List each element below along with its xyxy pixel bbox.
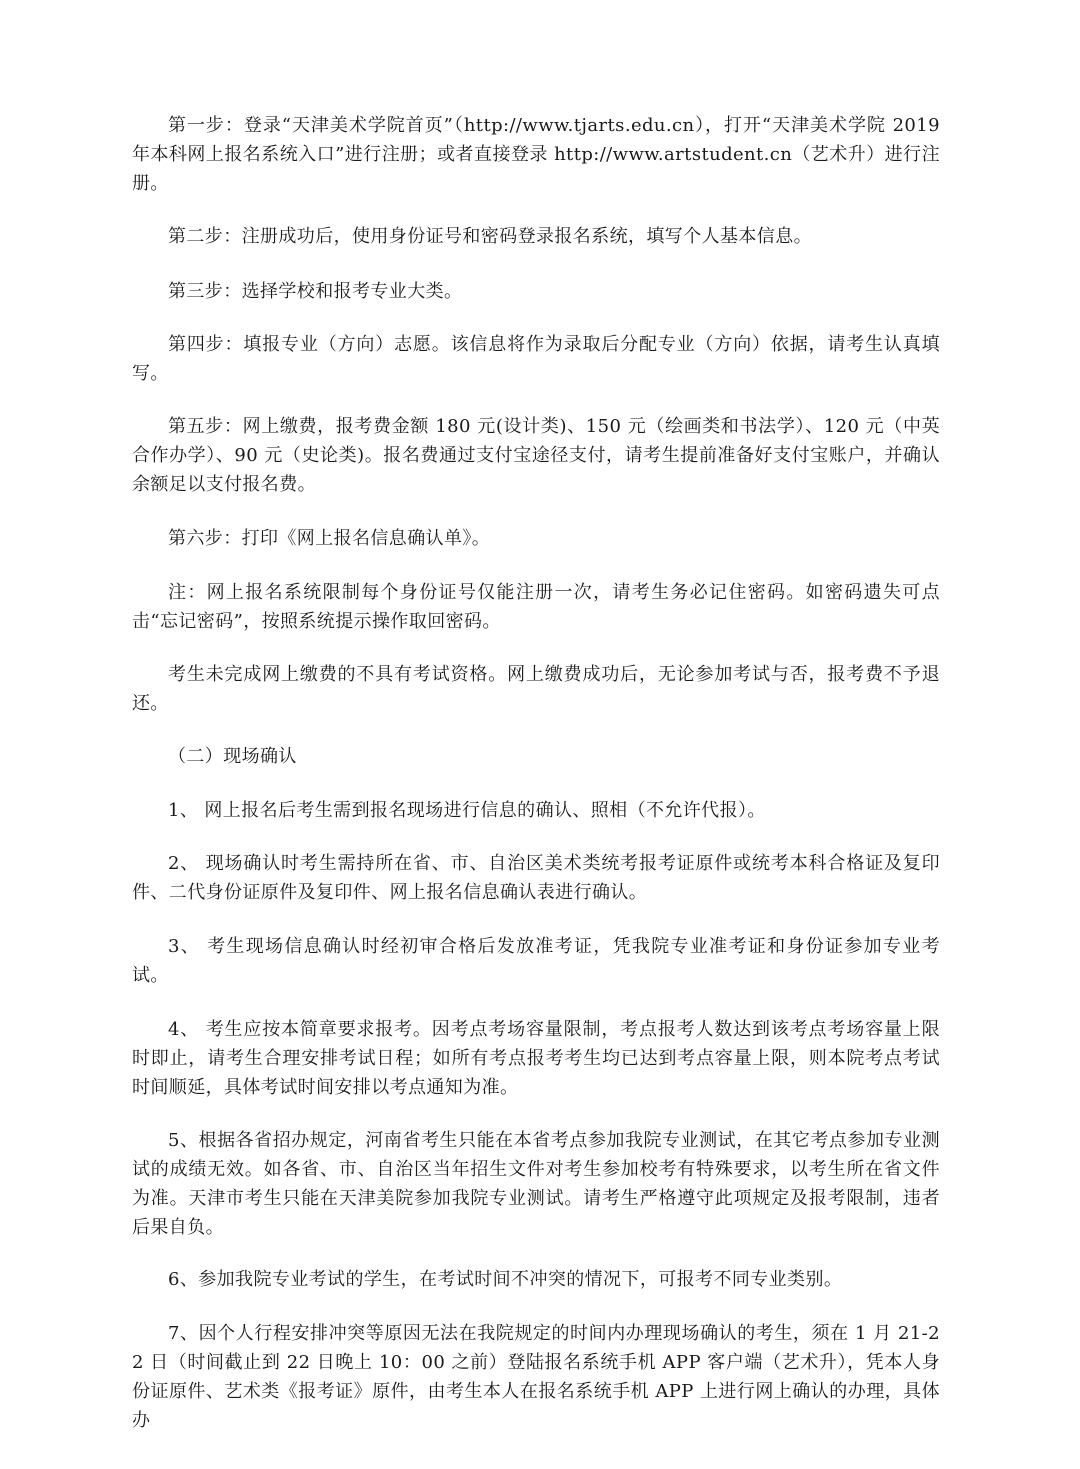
item-6-paragraph: 6、参加我院专业考试的学生，在考试时间不冲突的情况下，可报考不同专业类别。	[168, 1269, 843, 1290]
item-5-paragraph: 5、根据各省招办规定，河南省考生只能在本省考点参加我院专业测试，在其它考点参加专业测试的成绩无效。如各省、市、自治区当年招生文件对考生参加校考有特殊要求，以考生所在省文件为准。天津市考生只能在天津美院参加我院专业测试。请考生严格遵守此项规定及报考限制，违者后果自负。	[132, 1130, 940, 1238]
item-7-paragraph: 7、因个人行程安排冲突等原因无法在我院规定的时间内办理现场确认的考生，须在 1 月 21-22 日（时间截止到 22 日晚上 10：00 之前）登陆报名系统手机 APP 客户端（艺术升），凭本人身份证原件、艺术类《报考证》原件，由考生本人在报名系统手机 APP 上进行网上确认的办理，具体办	[132, 1323, 940, 1431]
step-5-paragraph: 第五步：网上缴费，报考费金额 180 元(设计类)、150 元（绘画类和书法学）、120 元（中英合作办学）、90 元（史论类)。报名费通过支付宝途径支付，请考生提前准备好支付宝账户，并确认余额足以支付报名费。	[132, 416, 940, 495]
step-1-paragraph: 第一步：登录“天津美术学院首页”（http://www.tjarts.edu.cn），打开“天津美术学院 2019 年本科网上报名系统入口”进行注册；或者直接登录 http://www.artstudent.cn（艺术升）进行注册。	[132, 115, 940, 194]
step-4-paragraph: 第四步：填报专业（方向）志愿。该信息将作为录取后分配专业（方向）依据，请考生认真填写。	[132, 334, 940, 384]
step-6-paragraph: 第六步：打印《网上报名信息确认单》。	[168, 528, 491, 549]
note-paragraph: 注：网上报名系统限制每个身份证号仅能注册一次，请考生务必记住密码。如密码遗失可点击“忘记密码”，按照系统提示操作取回密码。	[132, 582, 940, 632]
item-2-paragraph: 2、 现场确认时考生需持所在省、市、自治区美术类统考报考证原件或统考本科合格证及复印件、二代身份证原件及复印件、网上报名信息确认表进行确认。	[132, 853, 940, 903]
item-3-paragraph: 3、 考生现场信息确认时经初审合格后发放准考证，凭我院专业准考证和身份证参加专业考试。	[132, 936, 940, 986]
step-2-paragraph: 第二步：注册成功后，使用身份证号和密码登录报名系统，填写个人基本信息。	[168, 226, 812, 247]
section-heading: （二）现场确认	[168, 746, 297, 767]
fee-paragraph: 考生未完成网上缴费的不具有考试资格。网上缴费成功后，无论参加考试与否，报考费不予退还。	[132, 664, 940, 714]
step-3-paragraph: 第三步：选择学校和报考专业大类。	[168, 281, 463, 302]
item-1-paragraph: 1、 网上报名后考生需到报名现场进行信息的确认、照相（不允许代报）。	[168, 800, 766, 821]
item-4-paragraph: 4、 考生应按本简章要求报考。因考点考场容量限制，考点报考人数达到该考点考场容量上限时即止，请考生合理安排考试日程；如所有考点报考考生均已达到考点容量上限，则本院考点考试时间顺延，具体考试时间安排以考点通知为准。	[132, 1019, 940, 1098]
